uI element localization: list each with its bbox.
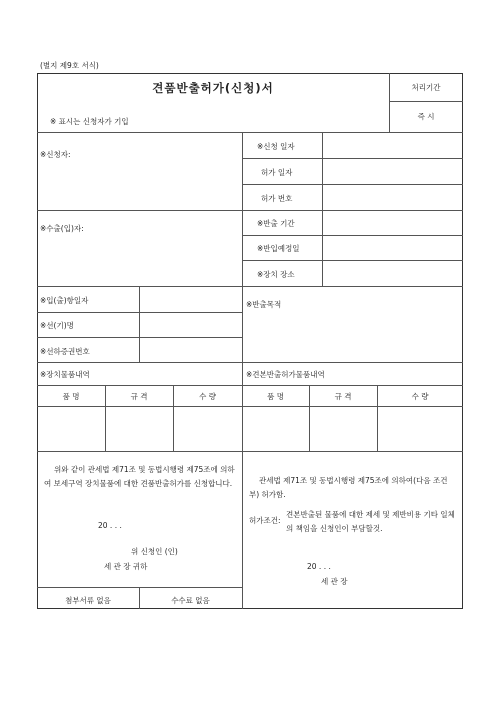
application-date-label: ※신청 일자 <box>257 142 295 151</box>
row-divider <box>37 362 463 363</box>
applicant-statement: 위와 같이 관세법 제71조 및 동법시행령 제75조에 의하여 보세구역 장치물품에 대한 견품반출허가를 신청합니다. <box>44 465 235 488</box>
col-divider <box>322 132 323 286</box>
column-header: 수 량 <box>199 392 216 401</box>
row-divider <box>37 406 463 407</box>
row-divider <box>37 210 463 211</box>
stored-goods-label: ※장치물품내역 <box>40 370 90 379</box>
export-period-label: ※반출 기간 <box>257 219 295 228</box>
processing-label: 처리기간 <box>411 83 441 92</box>
row-divider <box>242 260 463 261</box>
permit-number-label: 허가 번호 <box>261 194 293 203</box>
column-header: 수 량 <box>411 392 429 401</box>
note-text: ※ 표시는 신청자가 기입 <box>50 117 129 126</box>
permit-date-label: 허가 일자 <box>261 168 293 177</box>
row-divider <box>37 451 463 452</box>
export-purpose-label: ※반출목적 <box>246 300 282 309</box>
col-divider <box>242 132 243 609</box>
form-title: 견품반출허가(신청)서 <box>152 81 274 95</box>
fee-text: 수수료 없음 <box>171 596 210 605</box>
form-number: (별지 제9호 서식) <box>40 61 99 70</box>
row-divider <box>389 101 463 102</box>
row-divider <box>37 286 463 287</box>
row-divider <box>37 132 463 133</box>
exporter-label: ※수출(입)자: <box>40 224 84 233</box>
row-divider <box>242 158 463 159</box>
row-divider <box>242 235 463 236</box>
attachments-text: 첨부서류 없음 <box>65 596 111 605</box>
col-divider <box>139 286 140 362</box>
permit-statement: 관세법 제71조 및 동법시행령 제75조에 의하여(다음 조건부) 허가함. <box>249 476 448 499</box>
applicant-label: ※신청자: <box>40 150 71 159</box>
bl-number-label: ※선하증권번호 <box>40 347 90 356</box>
return-date-label: ※반입예정일 <box>257 244 300 253</box>
column-header: 품 명 <box>62 392 80 401</box>
applicant-recipient: 세 관 장 귀하 <box>104 562 148 571</box>
condition-label: 허가조건: <box>249 516 281 525</box>
row-divider <box>242 184 463 185</box>
sample-goods-label: ※견본반출허가물품내역 <box>246 370 325 379</box>
processing-value: 즉 시 <box>417 112 435 121</box>
column-header: 품 명 <box>267 392 284 401</box>
column-header: 규 격 <box>130 392 148 401</box>
permit-date-line: 20 . . . <box>307 562 331 571</box>
applicant-signature: 위 신청인 (인) <box>131 547 178 556</box>
row-divider <box>37 385 463 386</box>
condition-text: 견본반출된 물품에 대한 제세 및 제반비용 기타 일체의 책임을 신청인이 부담할것. <box>286 510 455 533</box>
ship-name-label: ※선(기)명 <box>40 321 74 330</box>
storage-place-label: ※장치 장소 <box>257 270 295 279</box>
column-header: 규 격 <box>334 392 352 401</box>
permit-signer: 세 관 장 <box>321 577 348 586</box>
applicant-date: 20 . . . <box>98 521 122 530</box>
port-date-label: ※입(출)항일자 <box>40 296 89 305</box>
